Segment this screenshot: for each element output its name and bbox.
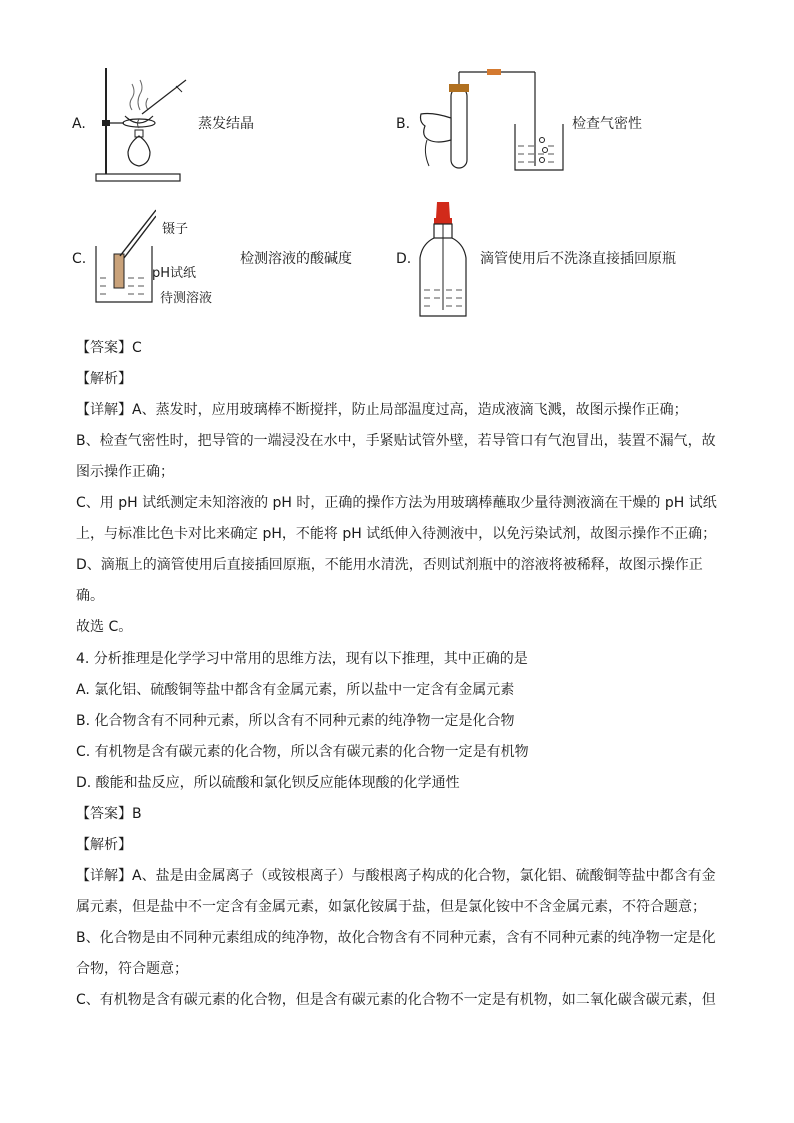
q3-line-5: 上，与标准比色卡对比来确定 pH，不能将 pH 试纸伸入待测液中，以免污染试剂，故图示操作不正确； [76,526,717,542]
option-a-letter: A. [72,116,86,132]
solution-label: 待测溶液 [160,291,213,306]
q4-option-d: D. 酸能和盐反应，所以硫酸和氯化钡反应能体现酸的化学通性 [76,775,460,791]
q4-line-4: 合物，符合题意； [76,961,188,977]
tweezers-label: 镊子 [162,222,189,237]
ph-test-figure [94,206,156,308]
option-c-letter: C. [72,251,87,267]
q3-line-1: 【详解】A、蒸发时，应用玻璃棒不断搅拌，防止局部温度过高，造成液滴飞溅，故图示操作正确； [76,402,688,418]
q4-line-1: 【详解】A、盐是由金属离子（或铵根离子）与酸根离子构成的化合物，氯化铝、硫酸铜等盐中都含有金 [76,868,716,884]
option-d-caption: 滴管使用后不洗涤直接插回原瓶 [480,251,676,267]
evaporation-apparatus-figure [94,64,194,184]
q3-line-4: C、用 pH 试纸测定未知溶液的 pH 时，正确的操作方法为用玻璃棒蘸取少量待测液滴在干燥的 pH 试纸 [76,495,717,511]
ph-paper-label: pH试纸 [152,266,197,281]
option-d-letter: D. [396,251,412,267]
q4-option-c: C. 有机物是含有碳元素的化合物，所以含有碳元素的化合物一定是有机物 [76,744,529,760]
q3-analysis-heading: 【解析】 [76,371,132,387]
q4-analysis-heading: 【解析】 [76,837,132,853]
q3-line-8: 故选 C。 [76,619,133,635]
option-a-caption: 蒸发结晶 [198,116,254,132]
q4-stem: 4. 分析推理是化学学习中常用的思维方法，现有以下推理，其中正确的是 [76,651,528,667]
q4-option-a: A. 氯化铝、硫酸铜等盐中都含有金属元素，所以盐中一定含有金属元素 [76,682,515,698]
q4-line-3: B、化合物是由不同种元素组成的纯净物，故化合物含有不同种元素，含有不同种元素的纯净物一定是化 [76,930,716,946]
q3-line-7: 确。 [76,588,104,604]
q4-option-b: B. 化合物含有不同种元素，所以含有不同种元素的纯净物一定是化合物 [76,713,515,729]
q4-line-5: C、有机物是含有碳元素的化合物，但是含有碳元素的化合物不一定是有机物，如二氧化碳含碳元素，但 [76,992,716,1008]
option-c-caption: 检测溶液的酸碱度 [240,251,352,267]
q3-answer: 【答案】C [76,340,142,356]
option-b-letter: B. [396,116,411,132]
q3-line-2: B、检查气密性时，把导管的一端浸没在水中，手紧贴试管外壁，若导管口有气泡冒出，装置不漏气，故 [76,433,716,449]
dropper-bottle-figure [416,200,470,320]
q3-line-6: D、滴瓶上的滴管使用后直接插回原瓶，不能用水清洗，否则试剂瓶中的溶液将被稀释，故图示操作正 [76,557,703,573]
airtightness-check-figure [415,66,575,178]
q4-answer: 【答案】B [76,806,142,822]
q3-line-3: 图示操作正确； [76,464,174,480]
option-b-caption: 检查气密性 [572,116,642,132]
q4-line-2: 属元素，但是盐中不一定含有金属元素，如氯化铵属于盐，但是氯化铵中不含金属元素，不符合题意； [76,899,706,915]
